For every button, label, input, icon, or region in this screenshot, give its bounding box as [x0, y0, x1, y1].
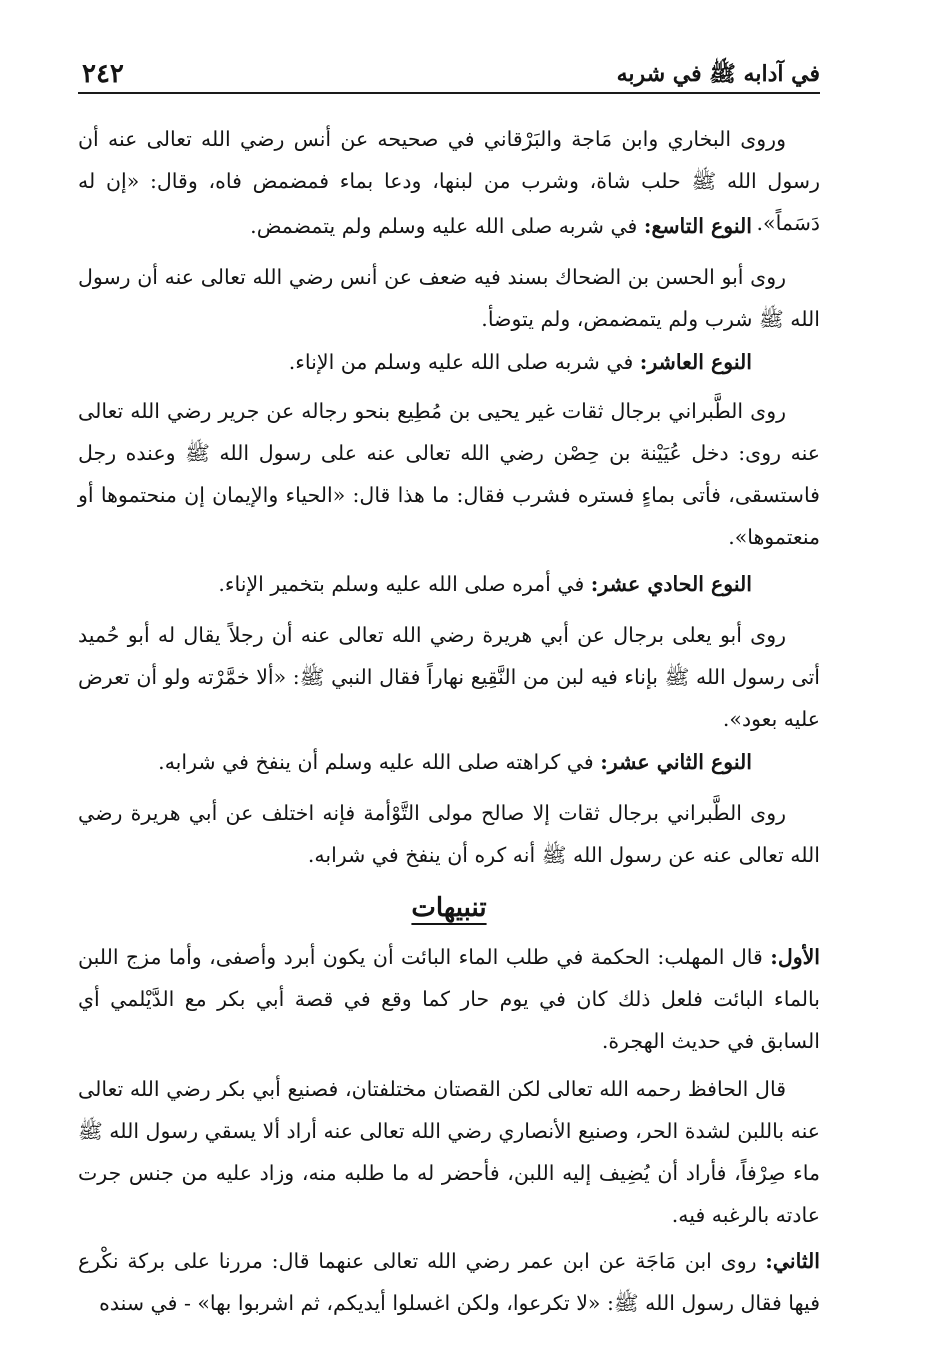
page-header [78, 58, 820, 94]
paragraph-text: روى الطَّبراني برجال ثقات غير يحيى بن مُطِيع بنحو رجاله عن جرير رضي الله تعالى عنه روى: دخل عُيَيْنة بن حِصْن رضي الله تعالى عنه على رسول الله ﷺ وعنده رجل فاستسقى، فأتى بماءٍ فستره فشرب فقال: ما هذا قال: «الحياء والإيمان إن منحتموها أو منعتموها». [78, 399, 820, 549]
section-title: تنبيهات [411, 893, 487, 923]
heading-type-9 [78, 206, 820, 246]
page-number: ٢٤٢ [82, 59, 124, 89]
heading-label: النوع الحادي عشر: [590, 572, 752, 596]
paragraph-2 [78, 256, 820, 340]
paragraph-text: روى أبو الحسن بن الضحاك بسند فيه ضعف عن أنس رضي الله تعالى عنه أن رسول الله ﷺ شرب ولم يتمضمض، ولم يتوضأ. [78, 265, 820, 331]
paragraph-text: روى أبو يعلى برجال عن أبي هريرة رضي الله تعالى عنه أن رجلاً يقال له أبو حُميد أتى رسول الله ﷺ بإناء فيه لبن من النَّقِيع نهاراً فقال النبي ﷺ: «ألا خمَّرْته ولو أن تعرض عليه بعود». [78, 623, 820, 731]
heading-label: النوع التاسع: [643, 214, 752, 238]
heading-type-10 [78, 342, 820, 382]
heading-text: في كراهته صلى الله عليه وسلم أن ينفخ في شرابه. [158, 750, 601, 774]
heading-text: في أمره صلى الله عليه وسلم بتخمير الإناء. [218, 572, 591, 596]
running-title: في آدابه ﷺ في شربه [616, 61, 820, 87]
heading-type-12 [78, 742, 820, 782]
paragraph-8 [78, 1240, 820, 1324]
paragraph-text: روى ابن مَاجَة عن ابن عمر رضي الله تعالى عنهما قال: مررنا على بركة نكْرع فيها فقال رسول الله ﷺ: «لا تكرعوا، ولكن اغسلوا أيديكم، ثم اشربوا بها» - في سنده [78, 1249, 820, 1315]
paragraph-lead: الأول: [770, 945, 820, 969]
paragraph-5 [78, 792, 820, 876]
paragraph-text: وروى البخاري وابن مَاجة والبَرْقاني في صحيحه عن أنس رضي الله تعالى عنه أن رسول الله ﷺ حلب شاة، وشرب من لبنها، ودعا بماء فمضمض فاه، وقال: «إن له دَسَماً». [78, 127, 820, 235]
document-page [78, 58, 820, 1348]
paragraph-4 [78, 614, 820, 740]
paragraph-lead: الثاني: [765, 1249, 820, 1273]
heading-text: في شربه صلى الله عليه وسلم ولم يتمضمض. [250, 214, 644, 238]
section-title-block [78, 890, 820, 926]
heading-text: في شربه صلى الله عليه وسلم من الإناء. [288, 350, 640, 374]
paragraph-text: روى الطَّبراني برجال ثقات إلا صالح مولى التَّوْأمة فإنه اختلف عن أبي هريرة رضي الله تعالى عنه عن رسول الله ﷺ أنه كره أن ينفخ في شرابه. [78, 801, 820, 867]
heading-label: النوع الثاني عشر: [600, 750, 752, 774]
heading-type-11 [78, 564, 820, 604]
paragraph-text: قال الحافظ رحمه الله تعالى لكن القصتان مختلفتان، فصنيع أبي بكر رضي الله تعالى عنه باللبن لشدة الحر، وصنيع الأنصاري رضي الله تعالى عنه أراد ألا يسقي رسول الله ﷺ ماء صِرْفاً، فأراد أن يُضِيف إليه اللبن، فأحضر له ما طلبه منه، وزاد عليه من جنس جرت عادته بالرغبه فيه. [78, 1077, 820, 1227]
paragraph-text: قال المهلب: الحكمة في طلب الماء البائت أن يكون أبرد وأصفى، وأما مزج اللبن بالماء البائت فلعل ذلك كان في يوم حار كما وقع في قصة أبي بكر مع الدَّيْلمي أي السابق في حديث الهجرة. [78, 945, 820, 1053]
paragraph-3 [78, 390, 820, 558]
paragraph-6 [78, 936, 820, 1062]
paragraph-7 [78, 1068, 820, 1236]
heading-label: النوع العاشر: [639, 350, 752, 374]
